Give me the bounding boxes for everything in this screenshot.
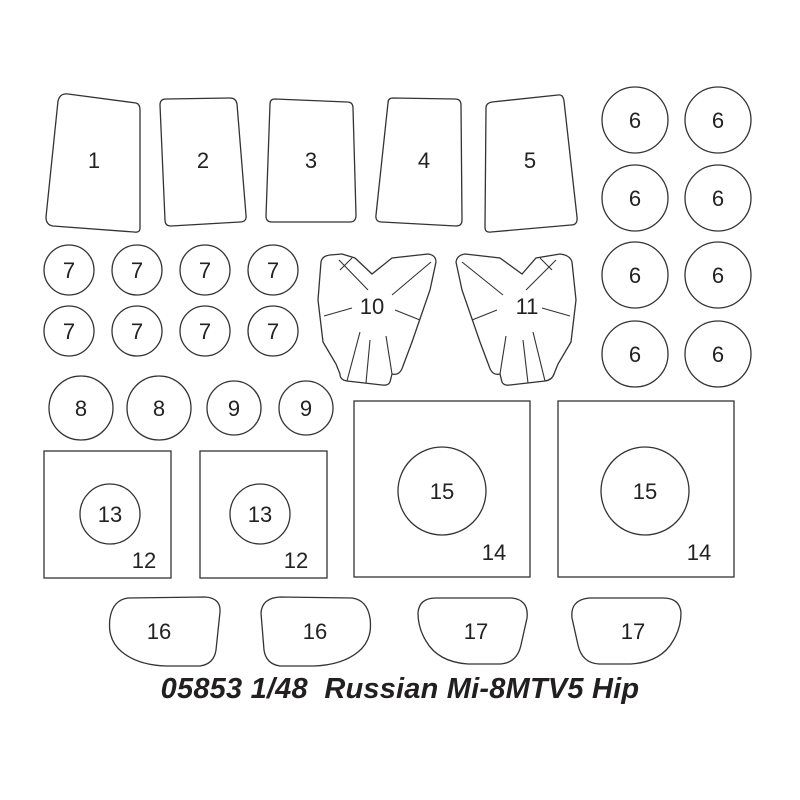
oval-mask-16-left bbox=[110, 597, 221, 666]
circle-mask-7-number: 7 bbox=[130, 319, 144, 344]
square-mask-14-number: 14 bbox=[481, 540, 507, 565]
window-mask-3-number: 3 bbox=[304, 148, 318, 173]
circle-mask-6-r2c2 bbox=[685, 165, 751, 231]
circle-mask-7-number: 7 bbox=[266, 319, 280, 344]
circle-mask-7-r1c1 bbox=[44, 245, 94, 295]
circle-mask-6-r4c2 bbox=[685, 321, 751, 387]
circle-mask-6-r3c2 bbox=[685, 242, 751, 308]
circle-mask-6-r1c1 bbox=[602, 87, 668, 153]
square-mask-14-right bbox=[558, 401, 734, 577]
circle-mask-8-left bbox=[49, 376, 113, 440]
circle-mask-6-number: 6 bbox=[711, 186, 725, 211]
square-mask-14-number: 14 bbox=[686, 540, 712, 565]
circle-mask-6-r4c1 bbox=[602, 321, 668, 387]
window-mask-4-number: 4 bbox=[417, 148, 431, 173]
circle-mask-6-r1c2 bbox=[685, 87, 751, 153]
oval-mask-16-right bbox=[261, 597, 371, 666]
circle-mask-6-number: 6 bbox=[711, 263, 725, 288]
circle-mask-7-number: 7 bbox=[266, 258, 280, 283]
circle-mask-6-number: 6 bbox=[711, 108, 725, 133]
window-mask-1-number: 1 bbox=[87, 148, 101, 173]
square-mask-14-left bbox=[354, 401, 530, 577]
oval-mask-16-number: 16 bbox=[302, 619, 328, 644]
inner-circle-15-number: 15 bbox=[632, 479, 658, 504]
window-mask-2-number: 2 bbox=[196, 148, 210, 173]
starburst-mask-11-number: 11 bbox=[515, 294, 539, 319]
circle-mask-9-number: 9 bbox=[227, 396, 241, 421]
oval-mask-17-right bbox=[572, 598, 681, 664]
inner-circle-13-number: 13 bbox=[247, 502, 273, 527]
circle-mask-8-right bbox=[127, 376, 191, 440]
circle-mask-7-number: 7 bbox=[62, 258, 76, 283]
circle-mask-7-r1c3 bbox=[180, 245, 230, 295]
circle-mask-6-number: 6 bbox=[711, 342, 725, 367]
window-mask-1 bbox=[46, 94, 140, 232]
circle-mask-8-number: 8 bbox=[74, 396, 88, 421]
starburst-mask-11 bbox=[456, 254, 576, 385]
circle-mask-8-number: 8 bbox=[152, 396, 166, 421]
circle-mask-9-left bbox=[207, 381, 261, 435]
square-mask-12-number: 12 bbox=[131, 548, 157, 573]
oval-mask-17-number: 17 bbox=[463, 619, 489, 644]
window-mask-5 bbox=[485, 95, 577, 232]
window-mask-3 bbox=[266, 99, 356, 222]
square-mask-12-left bbox=[44, 451, 171, 578]
circle-mask-7-number: 7 bbox=[62, 319, 76, 344]
starburst-mask-10-number: 10 bbox=[359, 294, 385, 319]
starburst-mask-10 bbox=[318, 254, 436, 385]
inner-circle-13-number: 13 bbox=[97, 502, 123, 527]
circle-mask-6-r2c1 bbox=[602, 165, 668, 231]
circle-mask-7-r1c4 bbox=[248, 245, 298, 295]
circle-mask-7-r1c2 bbox=[112, 245, 162, 295]
sheet-title: 05853 1/48 Russian Mi-8MTV5 Hip bbox=[160, 673, 640, 705]
circle-mask-9-number: 9 bbox=[299, 396, 313, 421]
circle-mask-7-number: 7 bbox=[130, 258, 144, 283]
circle-mask-6-r3c1 bbox=[602, 242, 668, 308]
circle-mask-7-r2c4 bbox=[248, 306, 298, 356]
circle-mask-6-number: 6 bbox=[628, 108, 642, 133]
circle-mask-9-right bbox=[279, 381, 333, 435]
circle-mask-6-number: 6 bbox=[628, 342, 642, 367]
circle-mask-7-r2c1 bbox=[44, 306, 94, 356]
oval-mask-17-number: 17 bbox=[620, 619, 646, 644]
circle-mask-7-r2c3 bbox=[180, 306, 230, 356]
window-mask-5-number: 5 bbox=[523, 148, 537, 173]
window-mask-2 bbox=[160, 98, 246, 226]
oval-mask-17-left bbox=[418, 598, 527, 664]
circle-mask-7-r2c2 bbox=[112, 306, 162, 356]
circle-mask-7-number: 7 bbox=[198, 319, 212, 344]
circle-mask-6-number: 6 bbox=[628, 186, 642, 211]
inner-circle-15-number: 15 bbox=[429, 479, 455, 504]
window-mask-4 bbox=[376, 98, 462, 226]
circle-mask-6-number: 6 bbox=[628, 263, 642, 288]
square-mask-12-right bbox=[200, 451, 327, 578]
square-mask-12-number: 12 bbox=[283, 548, 309, 573]
oval-mask-16-number: 16 bbox=[146, 619, 172, 644]
circle-mask-7-number: 7 bbox=[198, 258, 212, 283]
